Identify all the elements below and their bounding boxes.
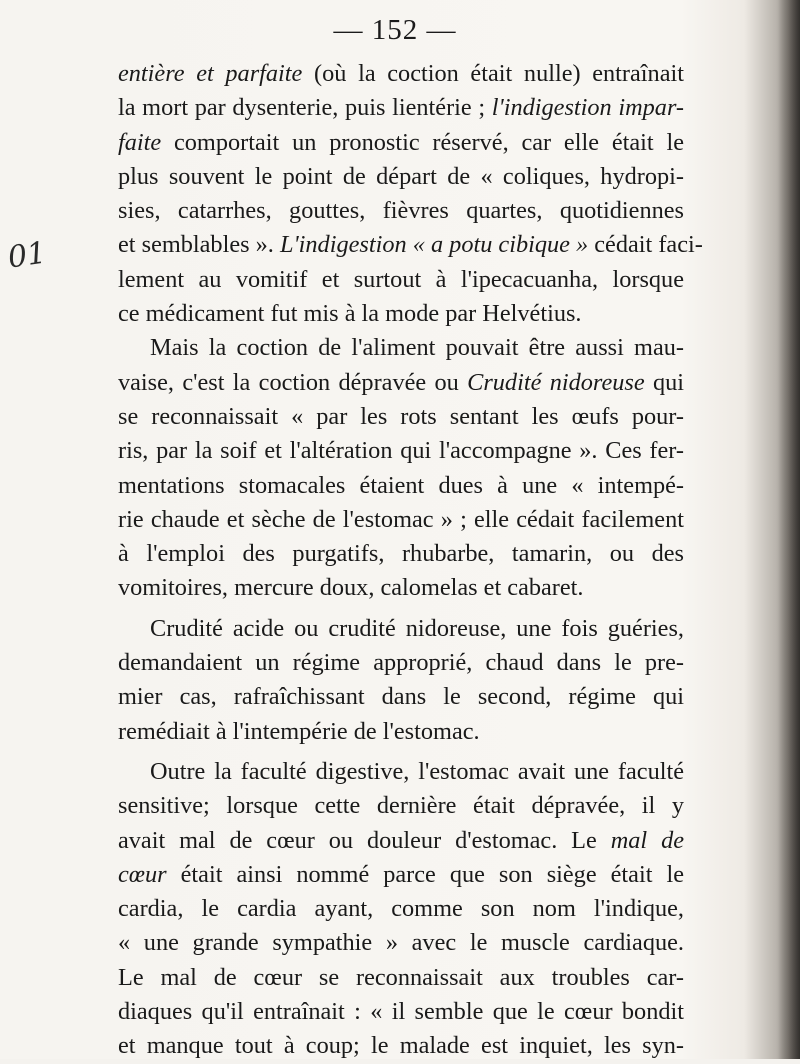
text-segment: ce médicament fut mis à la mode par Helvétius. (118, 300, 582, 328)
text-segment: (où la coction était nulle) entraînait (302, 60, 684, 87)
text-segment: sies, catarrhes, gouttes, fièvres quartes, quotidiennes (118, 197, 684, 225)
text-segment: vaise, c'est la coction dépravée ou (118, 368, 468, 396)
text-segment: à l'emploi des purgatifs, rhubarbe, tamarin, ou des (118, 540, 684, 568)
text-segment: demandaient un régime approprié, chaud dans le pre- (118, 649, 684, 677)
text-line (118, 824, 684, 858)
page-edge-shadow (778, 0, 800, 1059)
text-segment: plus souvent le point de départ de « coliques, hydropi- (118, 162, 684, 190)
text-line (118, 680, 684, 714)
text-line (118, 858, 684, 892)
text-segment: lement au vomitif et surtout à l'ipecacuanha, lorsque (118, 265, 684, 293)
text-segment: avait mal de cœur ou douleur d'estomac. Le (118, 826, 611, 854)
page-number: — 152 — (333, 14, 457, 46)
text-segment: mentations stomacales étaient dues à une « intempé- (118, 471, 684, 499)
text-segment: Crudité acide ou crudité nidoreuse, une fois guéries, (150, 614, 684, 642)
italic-text: cœur (118, 860, 167, 888)
text-segment: qui (644, 368, 684, 396)
text-line (118, 126, 684, 160)
text-segment: se reconnaissait « par les rots sentant les œufs pour- (118, 402, 684, 430)
text-line (118, 469, 684, 503)
text-line (118, 57, 684, 91)
text-line (118, 789, 684, 823)
text-segment: rie chaude et sèche de l'estomac » ; elle cédait facilement (118, 505, 684, 533)
text-line (118, 995, 684, 1029)
text-segment: Outre la faculté digestive, l'estomac avait une faculté (150, 757, 684, 785)
text-segment: diaques qu'il entraînait : « il semble que le cœur bondit (118, 998, 684, 1026)
text-line (118, 646, 684, 680)
text-segment: vomitoires, mercure doux, calomelas et cabaret. (118, 574, 584, 602)
text-line (118, 715, 684, 749)
italic-text: Crudité nidoreuse (467, 368, 645, 396)
text-line (118, 926, 684, 960)
italic-text: faite (118, 128, 162, 156)
text-line (118, 1029, 684, 1063)
text-segment: sensitive; lorsque cette dernière était dépravée, il y (118, 792, 684, 820)
text-line (118, 366, 684, 400)
text-segment: « une grande sympathie » avec le muscle cardiaque. (118, 929, 684, 957)
handwritten-margin-note: 01 (5, 235, 49, 276)
italic-text: L'indigestion « a potu cibique » (279, 231, 589, 259)
body-text (118, 57, 703, 1064)
text-line (118, 400, 684, 434)
text-segment: Mais la coction de l'aliment pouvait être aussi mau- (150, 334, 684, 362)
text-line (118, 892, 684, 926)
text-line (118, 297, 684, 331)
text-segment: cardia, le cardia ayant, comme son nom l'indique, (118, 895, 684, 923)
text-line (118, 194, 684, 228)
text-segment: remédiait à l'intempérie de l'estomac. (118, 717, 480, 745)
text-line (118, 434, 684, 468)
text-line (118, 961, 684, 995)
text-line (118, 228, 703, 262)
text-line (118, 571, 684, 605)
italic-text: entière et parfaite (118, 60, 303, 87)
text-line (118, 503, 684, 537)
text-line (118, 160, 684, 194)
text-segment: la mort par dysenterie, puis lientérie ; (118, 94, 492, 122)
text-line (118, 91, 684, 125)
text-segment: et semblables ». (118, 231, 280, 259)
text-segment: et manque tout à coup; le malade est inquiet, les syn- (118, 1032, 684, 1060)
text-segment: était ainsi nommé parce que son siège était le (166, 860, 684, 888)
text-segment: Le mal de cœur se reconnaissait aux troubles car- (118, 963, 684, 991)
text-line (118, 755, 684, 789)
italic-text: l'indigestion impar- (491, 94, 684, 122)
text-segment: cédait faci- (588, 231, 703, 259)
text-line (118, 263, 684, 297)
text-line (118, 331, 684, 365)
italic-text: mal de (610, 826, 684, 854)
text-segment: ris, par la soif et l'altération qui l'accompagne ». Ces fer- (118, 437, 684, 465)
text-line (118, 612, 684, 646)
text-segment: mier cas, rafraîchissant dans le second, régime qui (118, 683, 684, 711)
text-segment: comportait un pronostic réservé, car elle était le (161, 128, 684, 156)
text-line (118, 537, 684, 571)
